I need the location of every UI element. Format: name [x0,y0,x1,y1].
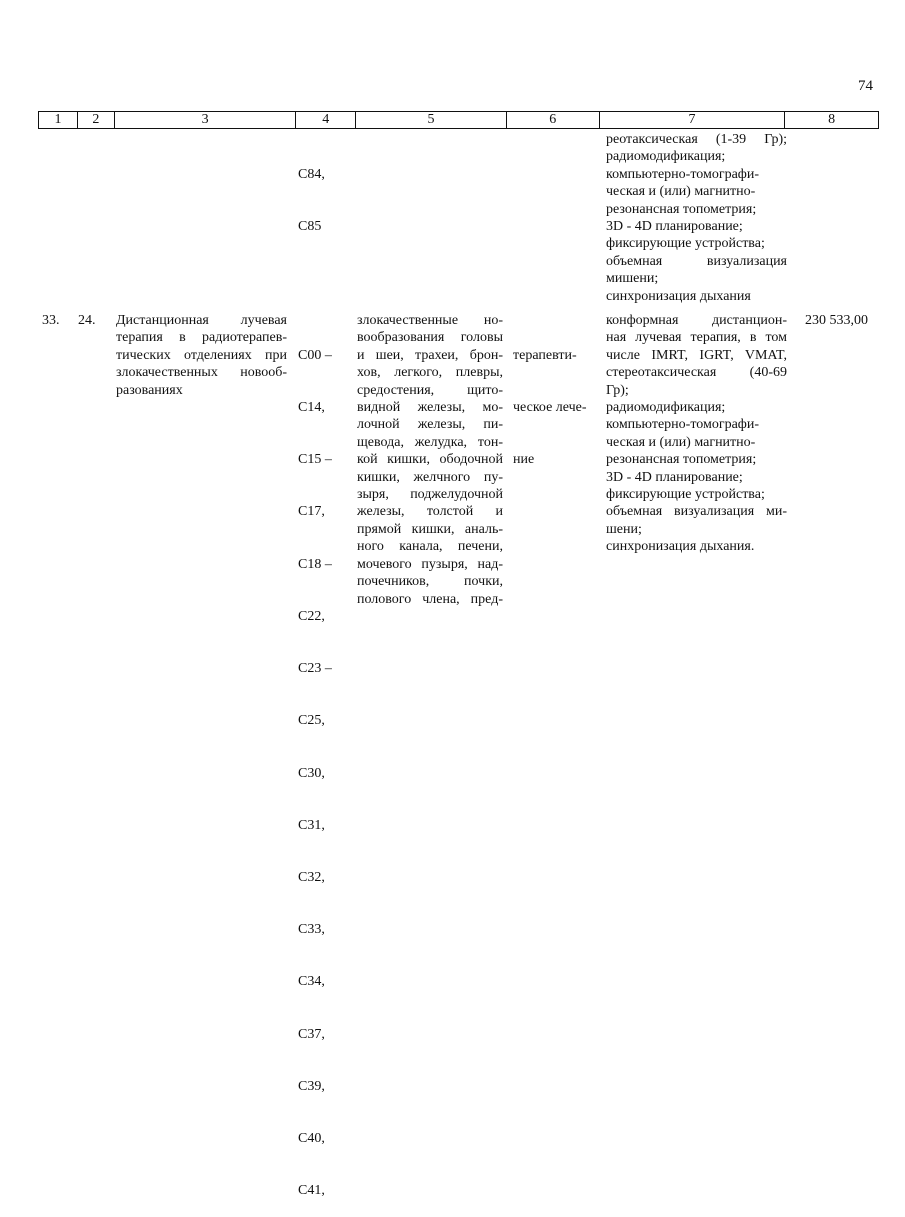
diagnosis-line: почечников, почки, [357,574,503,590]
method-line: фиксирующие устройства; [606,236,765,252]
method-line: фиксирующие устройства; [606,487,765,503]
diagnosis-line: кишки, желчного пу- [357,469,503,485]
code-line: С14, [298,400,325,416]
diagnosis-line: злокачественные но- [357,313,503,328]
code-line: С18 – [298,556,332,572]
diagnosis-line: лочной железы, пи- [357,417,503,433]
method-line: реотаксическая (1-39 Гр); [606,132,787,147]
method-line: объемная визуализация ми- [606,504,787,520]
row-number: 33. [42,313,60,328]
header-col-5: 5 [356,112,507,128]
method-line: 3D - 4D планирование; [606,219,743,235]
header-col-4: 4 [296,112,356,128]
method-line: конформная дистанцион- [606,313,787,328]
diagnosis-line: прямой кишки, аналь- [357,521,503,537]
code-line: С40, [298,1131,325,1147]
row-group-number: 24. [78,313,96,328]
method-line: 3D - 4D планирование; [606,469,743,485]
method-line: резонансная топометрия; [606,201,757,217]
method-line: ческая и (или) магнитно- [606,184,756,200]
row-diagnosis [357,312,503,608]
row-codes [298,312,332,1217]
code-line: С30, [298,765,325,781]
row-cost: 230 533,00 [805,313,868,328]
row-method [606,312,787,556]
continuation-method [606,131,787,305]
code-line: С22, [298,608,325,624]
method-line: объемная визуализация [606,253,787,269]
diagnosis-line: мочевого пузыря, над- [357,556,503,572]
code-line: С25, [298,713,325,729]
diagnosis-line: и шеи, трахеи, брон- [357,347,503,363]
method-line: ная лучевая терапия, в том [606,330,787,346]
page-number: 74 [858,78,873,94]
treatment-line: ческое лече- [513,400,587,416]
header-col-3: 3 [115,112,297,128]
diagnosis-line: кой кишки, ободочной [357,452,503,468]
code-line: С39, [298,1078,325,1094]
diagnosis-line: средостения, щито- [357,382,503,398]
method-line: компьютерно-томографи- [606,417,760,433]
diagnosis-line: хов, легкого, плевры, [357,365,503,381]
header-col-7: 7 [600,112,786,128]
diagnosis-line: зыря, поджелудочной [357,487,503,503]
method-line: шени; [606,521,642,537]
code-line: C85 [298,219,322,235]
method-line: синхронизация дыхания. [606,539,755,555]
method-line: радиомодификация; [606,400,726,416]
code-line: С31, [298,817,325,833]
code-line: С23 – [298,661,332,677]
row-name [116,312,287,399]
method-line: резонансная топометрия; [606,452,757,468]
treatment-line: ние [513,452,535,468]
header-col-1: 1 [39,112,78,128]
name-line: тических отделениях при [116,347,287,363]
method-line: мишени; [606,271,659,287]
row-treatment [513,312,587,486]
diagnosis-line: ного канала, печени, [357,539,503,555]
name-line: разованиях [116,382,183,398]
continuation-codes [298,131,325,253]
code-line: C84, [298,166,325,182]
table-header [38,111,879,129]
diagnosis-line: полового члена, пред- [357,591,503,607]
code-line: С17, [298,504,325,520]
code-line: С33, [298,922,325,938]
name-line: Дистанционная лучевая [116,313,287,328]
method-line: синхронизация дыхания [606,288,751,304]
treatment-line: терапевти- [513,347,577,363]
header-col-6: 6 [507,112,600,128]
code-line: С32, [298,870,325,885]
diagnosis-line: вообразования головы [357,330,503,346]
method-line: радиомодификация; [606,149,726,165]
method-line: числе IMRT, IGRT, VMAT, [606,347,787,363]
code-line: С37, [298,1026,325,1042]
diagnosis-line: видной железы, мо- [357,400,503,416]
diagnosis-line: железы, толстой и [357,504,503,520]
code-line: С41, [298,1183,325,1199]
code-line: С34, [298,974,325,990]
code-line: С00 – [298,347,332,363]
name-line: терапия в радиотерапев- [116,330,287,346]
header-col-2: 2 [78,112,115,128]
method-line: стереотаксическая (40-69 [606,365,787,381]
name-line: злокачественных новооб- [116,365,287,381]
diagnosis-line: щевода, желудка, тон- [357,434,503,450]
method-line: компьютерно-томографи- [606,166,760,182]
method-line: ческая и (или) магнитно- [606,434,756,450]
method-line: Гр); [606,382,629,398]
header-col-8: 8 [828,112,836,127]
code-line: С15 – [298,452,332,468]
